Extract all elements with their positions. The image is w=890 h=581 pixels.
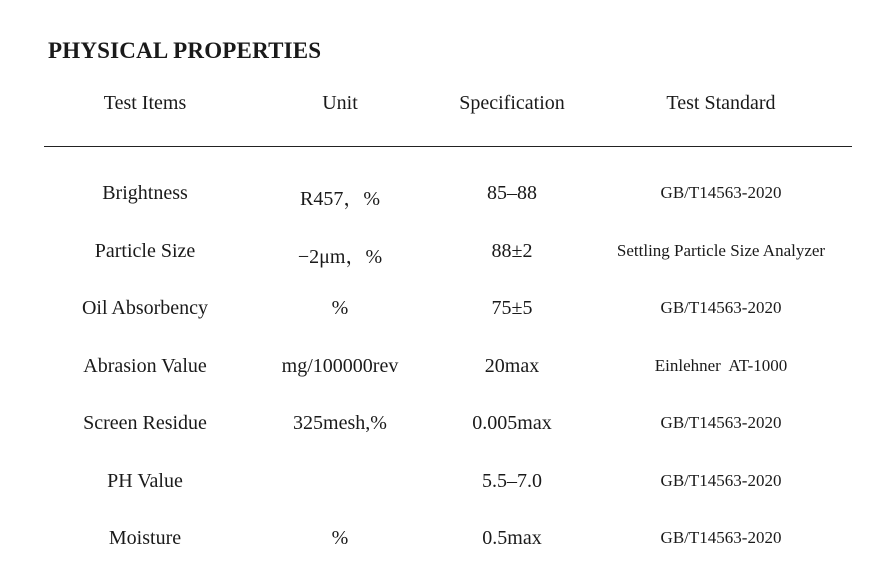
cell-test-item: Brightness: [102, 182, 188, 204]
table-row: [0, 349, 890, 407]
cell-test-standard: Settling Particle Size Analyzer: [616, 240, 826, 260]
table-row: [0, 464, 890, 522]
cell-specification: 0.005max: [472, 412, 552, 434]
header-test-standard: Test Standard: [666, 92, 776, 114]
table-row: [0, 176, 890, 234]
cell-specification: 0.5max: [482, 527, 542, 549]
cell-test-item: Moisture: [108, 527, 182, 549]
cell-test-item: Screen Residue: [83, 412, 207, 434]
cell-test-standard: GB/T14563-2020: [660, 470, 782, 490]
header-divider: [44, 146, 852, 147]
properties-table: [0, 176, 890, 579]
cell-unit: %: [331, 527, 349, 549]
table-row: [0, 291, 890, 349]
cell-unit: −2μm，%: [297, 245, 383, 268]
page-title: PHYSICAL PROPERTIES: [48, 38, 322, 63]
cell-test-item: Abrasion Value: [83, 354, 207, 377]
cell-specification: 85–88: [487, 182, 537, 204]
cell-unit: %: [331, 297, 349, 319]
cell-specification: 20max: [484, 354, 540, 377]
cell-test-item: Oil Absorbency: [81, 297, 209, 319]
table-row: [0, 521, 890, 579]
cell-unit: mg/100000rev: [281, 354, 399, 377]
cell-specification: 88±2: [491, 239, 533, 262]
cell-specification: 75±5: [491, 297, 533, 319]
cell-test-item: PH Value: [107, 469, 183, 492]
cell-unit: 325mesh,%: [293, 412, 387, 434]
header-unit: Unit: [322, 92, 358, 114]
cell-test-standard: Einlehner AT-1000: [654, 355, 788, 375]
cell-test-standard: GB/T14563-2020: [660, 413, 782, 432]
header-specification: Specification: [459, 92, 565, 114]
table-row: [0, 406, 890, 464]
cell-test-standard: GB/T14563-2020: [660, 528, 782, 547]
cell-test-standard: GB/T14563-2020: [660, 298, 782, 317]
header-test-items: Test Items: [103, 92, 187, 114]
cell-unit: R457，%: [300, 188, 380, 210]
table-row: [0, 234, 890, 292]
cell-test-standard: GB/T14563-2020: [660, 183, 782, 202]
cell-specification: 5.5–7.0: [482, 469, 542, 492]
cell-test-item: Particle Size: [94, 239, 196, 262]
table-header: [0, 90, 890, 122]
